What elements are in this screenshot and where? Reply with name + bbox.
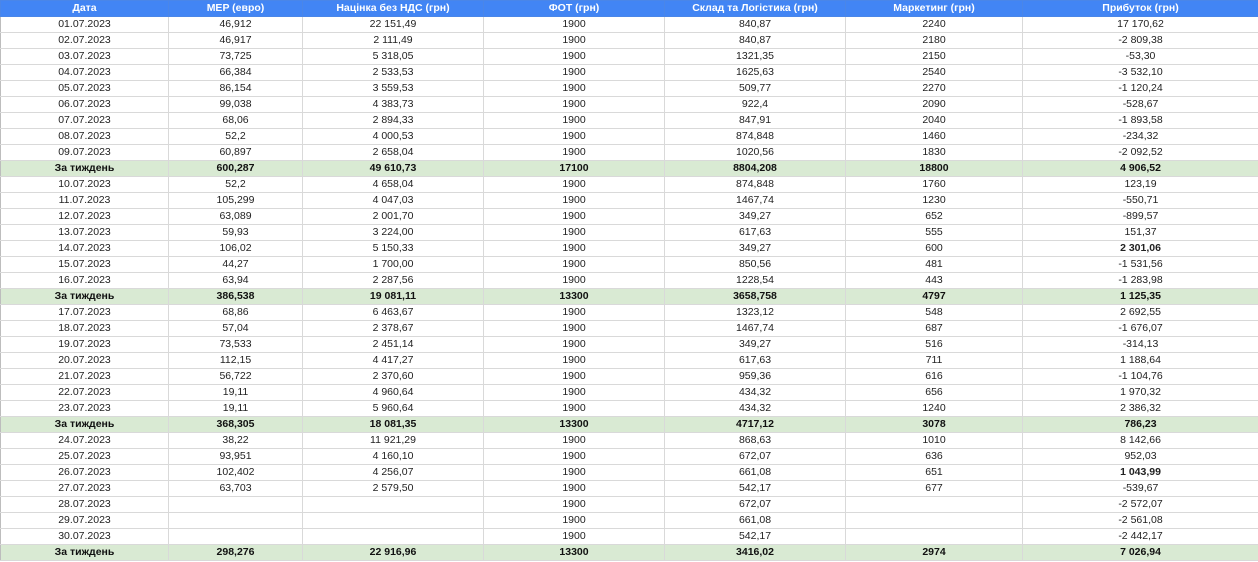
warehouse-logistics-cell[interactable]: 1228,54 — [665, 273, 846, 289]
date-cell[interactable]: 04.07.2023 — [1, 65, 169, 81]
profit-cell[interactable]: 952,03 — [1023, 449, 1258, 465]
weekly-total-row — [1, 545, 1258, 561]
warehouse-logistics-cell[interactable]: 1020,56 — [665, 145, 846, 161]
marketing-cell[interactable]: 2240 — [846, 17, 1023, 33]
column-header-date[interactable]: Дата — [1, 1, 169, 17]
profit-cell[interactable]: -2 561,08 — [1023, 513, 1258, 529]
payroll-cell[interactable]: 1900 — [484, 113, 665, 129]
markup-cell[interactable]: 6 463,67 — [303, 305, 484, 321]
date-cell[interactable]: 13.07.2023 — [1, 225, 169, 241]
table-row — [1, 17, 1258, 33]
profit-cell[interactable]: -1 676,07 — [1023, 321, 1258, 337]
mep-cell[interactable]: 368,305 — [169, 417, 303, 433]
markup-cell[interactable]: 4 383,73 — [303, 97, 484, 113]
column-header-payroll[interactable]: ФОТ (грн) — [484, 1, 665, 17]
payroll-cell[interactable]: 1900 — [484, 529, 665, 545]
date-cell[interactable]: 02.07.2023 — [1, 33, 169, 49]
date-cell[interactable]: 16.07.2023 — [1, 273, 169, 289]
date-cell[interactable]: 17.07.2023 — [1, 305, 169, 321]
mep-cell[interactable]: 56,722 — [169, 369, 303, 385]
mep-cell[interactable] — [169, 513, 303, 529]
table-row — [1, 513, 1258, 529]
profit-cell[interactable]: 123,19 — [1023, 177, 1258, 193]
table-row — [1, 385, 1258, 401]
table-row — [1, 145, 1258, 161]
mep-cell[interactable]: 73,533 — [169, 337, 303, 353]
payroll-cell[interactable]: 17100 — [484, 161, 665, 177]
marketing-cell[interactable]: 516 — [846, 337, 1023, 353]
payroll-cell[interactable]: 13300 — [484, 417, 665, 433]
marketing-cell[interactable]: 687 — [846, 321, 1023, 337]
date-cell[interactable]: 21.07.2023 — [1, 369, 169, 385]
warehouse-logistics-cell[interactable]: 847,91 — [665, 113, 846, 129]
marketing-cell[interactable]: 2150 — [846, 49, 1023, 65]
mep-cell[interactable]: 106,02 — [169, 241, 303, 257]
warehouse-logistics-cell[interactable]: 349,27 — [665, 337, 846, 353]
markup-cell[interactable]: 2 111,49 — [303, 33, 484, 49]
warehouse-logistics-cell[interactable]: 617,63 — [665, 353, 846, 369]
table-row — [1, 481, 1258, 497]
marketing-cell[interactable]: 2270 — [846, 81, 1023, 97]
warehouse-logistics-cell[interactable]: 959,36 — [665, 369, 846, 385]
payroll-cell[interactable]: 1900 — [484, 145, 665, 161]
marketing-cell[interactable]: 2180 — [846, 33, 1023, 49]
profit-cell[interactable]: -899,57 — [1023, 209, 1258, 225]
warehouse-logistics-cell[interactable]: 4717,12 — [665, 417, 846, 433]
payroll-cell[interactable]: 1900 — [484, 321, 665, 337]
warehouse-logistics-cell[interactable]: 874,848 — [665, 177, 846, 193]
mep-cell[interactable]: 105,299 — [169, 193, 303, 209]
date-cell[interactable]: 15.07.2023 — [1, 257, 169, 273]
markup-cell[interactable]: 2 451,14 — [303, 337, 484, 353]
mep-cell[interactable]: 68,86 — [169, 305, 303, 321]
warehouse-logistics-cell[interactable]: 1625,63 — [665, 65, 846, 81]
date-cell[interactable]: 28.07.2023 — [1, 497, 169, 513]
marketing-cell[interactable]: 616 — [846, 369, 1023, 385]
table-row — [1, 529, 1258, 545]
markup-cell[interactable]: 11 921,29 — [303, 433, 484, 449]
date-cell[interactable]: 07.07.2023 — [1, 113, 169, 129]
payroll-cell[interactable]: 1900 — [484, 225, 665, 241]
markup-cell[interactable]: 4 960,64 — [303, 385, 484, 401]
mep-cell[interactable]: 298,276 — [169, 545, 303, 561]
marketing-cell[interactable]: 656 — [846, 385, 1023, 401]
mep-cell[interactable]: 600,287 — [169, 161, 303, 177]
mep-cell[interactable]: 386,538 — [169, 289, 303, 305]
payroll-cell[interactable]: 1900 — [484, 513, 665, 529]
warehouse-logistics-cell[interactable]: 349,27 — [665, 209, 846, 225]
table-row — [1, 257, 1258, 273]
profit-cell[interactable]: -1 893,58 — [1023, 113, 1258, 129]
header-row — [1, 1, 1258, 17]
markup-cell[interactable]: 22 151,49 — [303, 17, 484, 33]
mep-cell[interactable]: 52,2 — [169, 129, 303, 145]
profit-cell[interactable]: -1 120,24 — [1023, 81, 1258, 97]
mep-cell[interactable]: 93,951 — [169, 449, 303, 465]
warehouse-logistics-cell[interactable]: 509,77 — [665, 81, 846, 97]
marketing-cell[interactable]: 4797 — [846, 289, 1023, 305]
mep-cell[interactable]: 112,15 — [169, 353, 303, 369]
markup-cell[interactable]: 2 370,60 — [303, 369, 484, 385]
markup-cell[interactable]: 5 960,64 — [303, 401, 484, 417]
warehouse-logistics-cell[interactable]: 434,32 — [665, 401, 846, 417]
date-cell[interactable]: 29.07.2023 — [1, 513, 169, 529]
payroll-cell[interactable]: 1900 — [484, 369, 665, 385]
mep-cell[interactable]: 52,2 — [169, 177, 303, 193]
payroll-cell[interactable]: 1900 — [484, 193, 665, 209]
mep-cell[interactable]: 44,27 — [169, 257, 303, 273]
marketing-cell[interactable] — [846, 513, 1023, 529]
profit-cell[interactable]: 1 125,35 — [1023, 289, 1258, 305]
warehouse-logistics-cell[interactable]: 874,848 — [665, 129, 846, 145]
profit-cell[interactable]: 1 188,64 — [1023, 353, 1258, 369]
marketing-cell[interactable]: 2090 — [846, 97, 1023, 113]
profit-cell[interactable]: 1 043,99 — [1023, 465, 1258, 481]
marketing-cell[interactable]: 652 — [846, 209, 1023, 225]
warehouse-logistics-cell[interactable]: 922,4 — [665, 97, 846, 113]
date-cell[interactable]: 05.07.2023 — [1, 81, 169, 97]
profit-cell[interactable]: -314,13 — [1023, 337, 1258, 353]
markup-cell[interactable]: 4 658,04 — [303, 177, 484, 193]
table-row — [1, 401, 1258, 417]
mep-cell[interactable]: 60,897 — [169, 145, 303, 161]
markup-cell[interactable]: 4 417,27 — [303, 353, 484, 369]
payroll-cell[interactable]: 1900 — [484, 273, 665, 289]
date-cell[interactable]: 18.07.2023 — [1, 321, 169, 337]
date-cell[interactable]: За тиждень — [1, 161, 169, 177]
payroll-cell[interactable]: 1900 — [484, 97, 665, 113]
mep-cell[interactable]: 19,11 — [169, 401, 303, 417]
payroll-cell[interactable]: 1900 — [484, 49, 665, 65]
profit-cell[interactable]: -539,67 — [1023, 481, 1258, 497]
marketing-cell[interactable] — [846, 529, 1023, 545]
marketing-cell[interactable]: 443 — [846, 273, 1023, 289]
mep-cell[interactable] — [169, 529, 303, 545]
column-header-markup[interactable]: Націнка без НДС (грн) — [303, 1, 484, 17]
profit-cell[interactable]: 151,37 — [1023, 225, 1258, 241]
profit-cell[interactable]: -1 531,56 — [1023, 257, 1258, 273]
warehouse-logistics-cell[interactable]: 434,32 — [665, 385, 846, 401]
warehouse-logistics-cell[interactable]: 3416,02 — [665, 545, 846, 561]
marketing-cell[interactable]: 1230 — [846, 193, 1023, 209]
date-cell[interactable]: 20.07.2023 — [1, 353, 169, 369]
mep-cell[interactable]: 73,725 — [169, 49, 303, 65]
payroll-cell[interactable]: 13300 — [484, 289, 665, 305]
table-header — [1, 1, 1258, 17]
mep-cell[interactable]: 46,912 — [169, 17, 303, 33]
table-row — [1, 113, 1258, 129]
marketing-cell[interactable]: 651 — [846, 465, 1023, 481]
date-cell[interactable]: 27.07.2023 — [1, 481, 169, 497]
table-row — [1, 33, 1258, 49]
date-cell[interactable]: 19.07.2023 — [1, 337, 169, 353]
profit-cell[interactable]: -550,71 — [1023, 193, 1258, 209]
markup-cell[interactable]: 4 047,03 — [303, 193, 484, 209]
profit-cell[interactable]: 786,23 — [1023, 417, 1258, 433]
profit-cell[interactable]: 4 906,52 — [1023, 161, 1258, 177]
mep-cell[interactable]: 38,22 — [169, 433, 303, 449]
marketing-cell[interactable]: 711 — [846, 353, 1023, 369]
warehouse-logistics-cell[interactable]: 617,63 — [665, 225, 846, 241]
markup-cell[interactable]: 4 256,07 — [303, 465, 484, 481]
payroll-cell[interactable]: 1900 — [484, 401, 665, 417]
markup-cell[interactable]: 1 700,00 — [303, 257, 484, 273]
markup-cell[interactable]: 2 287,56 — [303, 273, 484, 289]
profit-cell[interactable]: 8 142,66 — [1023, 433, 1258, 449]
payroll-cell[interactable]: 1900 — [484, 129, 665, 145]
profit-cell[interactable]: 2 692,55 — [1023, 305, 1258, 321]
table-row — [1, 353, 1258, 369]
column-header-profit[interactable]: Прибуток (грн) — [1023, 1, 1258, 17]
table-row — [1, 209, 1258, 225]
warehouse-logistics-cell[interactable]: 542,17 — [665, 481, 846, 497]
payroll-cell[interactable]: 1900 — [484, 465, 665, 481]
date-cell[interactable]: 26.07.2023 — [1, 465, 169, 481]
warehouse-logistics-cell[interactable]: 840,87 — [665, 17, 846, 33]
mep-cell[interactable]: 99,038 — [169, 97, 303, 113]
warehouse-logistics-cell[interactable]: 8804,208 — [665, 161, 846, 177]
markup-cell[interactable]: 18 081,35 — [303, 417, 484, 433]
date-cell[interactable]: 24.07.2023 — [1, 433, 169, 449]
table-row — [1, 129, 1258, 145]
markup-cell[interactable] — [303, 497, 484, 513]
warehouse-logistics-cell[interactable]: 840,87 — [665, 33, 846, 49]
date-cell[interactable]: За тиждень — [1, 289, 169, 305]
payroll-cell[interactable]: 1900 — [484, 17, 665, 33]
warehouse-logistics-cell[interactable]: 672,07 — [665, 449, 846, 465]
marketing-cell[interactable]: 677 — [846, 481, 1023, 497]
profit-cell[interactable]: -53,30 — [1023, 49, 1258, 65]
mep-cell[interactable]: 46,917 — [169, 33, 303, 49]
date-cell[interactable]: 22.07.2023 — [1, 385, 169, 401]
markup-cell[interactable]: 3 559,53 — [303, 81, 484, 97]
mep-cell[interactable]: 86,154 — [169, 81, 303, 97]
payroll-cell[interactable]: 1900 — [484, 33, 665, 49]
marketing-cell[interactable]: 481 — [846, 257, 1023, 273]
marketing-cell[interactable]: 2040 — [846, 113, 1023, 129]
date-cell[interactable]: 08.07.2023 — [1, 129, 169, 145]
markup-cell[interactable] — [303, 513, 484, 529]
markup-cell[interactable]: 3 224,00 — [303, 225, 484, 241]
profit-cell[interactable]: -234,32 — [1023, 129, 1258, 145]
weekly-total-row — [1, 161, 1258, 177]
payroll-cell[interactable]: 1900 — [484, 433, 665, 449]
mep-cell[interactable]: 59,93 — [169, 225, 303, 241]
markup-cell[interactable]: 2 658,04 — [303, 145, 484, 161]
profit-cell[interactable]: -528,67 — [1023, 97, 1258, 113]
mep-cell[interactable]: 63,94 — [169, 273, 303, 289]
date-cell[interactable]: 09.07.2023 — [1, 145, 169, 161]
mep-cell[interactable]: 57,04 — [169, 321, 303, 337]
column-header-mep[interactable]: MEP (евро) — [169, 1, 303, 17]
marketing-cell[interactable]: 2974 — [846, 545, 1023, 561]
profit-cell[interactable]: -2 572,07 — [1023, 497, 1258, 513]
warehouse-logistics-cell[interactable]: 1467,74 — [665, 321, 846, 337]
table-row — [1, 369, 1258, 385]
table-row — [1, 497, 1258, 513]
date-cell[interactable]: 10.07.2023 — [1, 177, 169, 193]
table-row — [1, 177, 1258, 193]
date-cell[interactable]: 03.07.2023 — [1, 49, 169, 65]
table-row — [1, 465, 1258, 481]
payroll-cell[interactable]: 1900 — [484, 241, 665, 257]
mep-cell[interactable]: 19,11 — [169, 385, 303, 401]
table-row — [1, 193, 1258, 209]
marketing-cell[interactable] — [846, 497, 1023, 513]
date-cell[interactable]: 25.07.2023 — [1, 449, 169, 465]
profit-cell[interactable]: -3 532,10 — [1023, 65, 1258, 81]
warehouse-logistics-cell[interactable]: 672,07 — [665, 497, 846, 513]
markup-cell[interactable]: 2 001,70 — [303, 209, 484, 225]
mep-cell[interactable]: 63,089 — [169, 209, 303, 225]
payroll-cell[interactable]: 1900 — [484, 449, 665, 465]
table-row — [1, 305, 1258, 321]
warehouse-logistics-cell[interactable]: 1323,12 — [665, 305, 846, 321]
markup-cell[interactable]: 4 160,10 — [303, 449, 484, 465]
weekly-total-row — [1, 417, 1258, 433]
marketing-cell[interactable]: 3078 — [846, 417, 1023, 433]
table-row — [1, 449, 1258, 465]
profit-cell[interactable]: 1 970,32 — [1023, 385, 1258, 401]
mep-cell[interactable]: 102,402 — [169, 465, 303, 481]
markup-cell[interactable]: 5 318,05 — [303, 49, 484, 65]
markup-cell[interactable]: 5 150,33 — [303, 241, 484, 257]
markup-cell[interactable]: 49 610,73 — [303, 161, 484, 177]
markup-cell[interactable]: 2 533,53 — [303, 65, 484, 81]
weekly-total-row — [1, 289, 1258, 305]
markup-cell[interactable]: 2 579,50 — [303, 481, 484, 497]
markup-cell[interactable]: 4 000,53 — [303, 129, 484, 145]
date-cell[interactable]: 01.07.2023 — [1, 17, 169, 33]
warehouse-logistics-cell[interactable]: 868,63 — [665, 433, 846, 449]
table-row — [1, 273, 1258, 289]
profit-cell[interactable]: 17 170,62 — [1023, 17, 1258, 33]
markup-cell[interactable]: 2 894,33 — [303, 113, 484, 129]
payroll-cell[interactable]: 1900 — [484, 353, 665, 369]
payroll-cell[interactable]: 1900 — [484, 81, 665, 97]
table-row — [1, 241, 1258, 257]
warehouse-logistics-cell[interactable]: 3658,758 — [665, 289, 846, 305]
warehouse-logistics-cell[interactable]: 850,56 — [665, 257, 846, 273]
warehouse-logistics-cell[interactable]: 661,08 — [665, 465, 846, 481]
mep-cell[interactable]: 68,06 — [169, 113, 303, 129]
marketing-cell[interactable]: 1460 — [846, 129, 1023, 145]
warehouse-logistics-cell[interactable]: 542,17 — [665, 529, 846, 545]
marketing-cell[interactable]: 600 — [846, 241, 1023, 257]
warehouse-logistics-cell[interactable]: 1321,35 — [665, 49, 846, 65]
marketing-cell[interactable]: 636 — [846, 449, 1023, 465]
payroll-cell[interactable]: 1900 — [484, 257, 665, 273]
table-row — [1, 321, 1258, 337]
table-row — [1, 49, 1258, 65]
table-row — [1, 225, 1258, 241]
date-cell[interactable]: 30.07.2023 — [1, 529, 169, 545]
warehouse-logistics-cell[interactable]: 349,27 — [665, 241, 846, 257]
table-row — [1, 81, 1258, 97]
marketing-cell[interactable]: 555 — [846, 225, 1023, 241]
profit-cell[interactable]: -2 809,38 — [1023, 33, 1258, 49]
warehouse-logistics-cell[interactable]: 661,08 — [665, 513, 846, 529]
marketing-cell[interactable]: 1010 — [846, 433, 1023, 449]
markup-cell[interactable]: 22 916,96 — [303, 545, 484, 561]
markup-cell[interactable]: 19 081,11 — [303, 289, 484, 305]
payroll-cell[interactable]: 1900 — [484, 177, 665, 193]
table-row — [1, 97, 1258, 113]
marketing-cell[interactable]: 548 — [846, 305, 1023, 321]
marketing-cell[interactable]: 18800 — [846, 161, 1023, 177]
table-row — [1, 337, 1258, 353]
profit-cell[interactable]: -1 283,98 — [1023, 273, 1258, 289]
warehouse-logistics-cell[interactable]: 1467,74 — [665, 193, 846, 209]
date-cell[interactable]: 14.07.2023 — [1, 241, 169, 257]
table-body — [1, 17, 1258, 561]
payroll-cell[interactable]: 1900 — [484, 305, 665, 321]
column-header-warehouse-logistics[interactable]: Склад та Логістика (грн) — [665, 1, 846, 17]
profit-cell[interactable]: 2 301,06 — [1023, 241, 1258, 257]
marketing-cell[interactable]: 2540 — [846, 65, 1023, 81]
payroll-cell[interactable]: 1900 — [484, 385, 665, 401]
date-cell[interactable]: 11.07.2023 — [1, 193, 169, 209]
profit-cell[interactable]: 7 026,94 — [1023, 545, 1258, 561]
marketing-cell[interactable]: 1760 — [846, 177, 1023, 193]
mep-cell[interactable] — [169, 497, 303, 513]
payroll-cell[interactable]: 1900 — [484, 65, 665, 81]
date-cell[interactable]: За тиждень — [1, 417, 169, 433]
table-row — [1, 65, 1258, 81]
markup-cell[interactable] — [303, 529, 484, 545]
payroll-cell[interactable]: 1900 — [484, 209, 665, 225]
profit-cell[interactable]: -2 092,52 — [1023, 145, 1258, 161]
date-cell[interactable]: За тиждень — [1, 545, 169, 561]
column-header-marketing[interactable]: Маркетинг (грн) — [846, 1, 1023, 17]
mep-cell[interactable]: 66,384 — [169, 65, 303, 81]
payroll-cell[interactable]: 13300 — [484, 545, 665, 561]
date-cell[interactable]: 12.07.2023 — [1, 209, 169, 225]
marketing-cell[interactable]: 1830 — [846, 145, 1023, 161]
date-cell[interactable]: 23.07.2023 — [1, 401, 169, 417]
date-cell[interactable]: 06.07.2023 — [1, 97, 169, 113]
profit-cell[interactable]: -1 104,76 — [1023, 369, 1258, 385]
payroll-cell[interactable]: 1900 — [484, 481, 665, 497]
table-row — [1, 433, 1258, 449]
mep-cell[interactable]: 63,703 — [169, 481, 303, 497]
payroll-cell[interactable]: 1900 — [484, 337, 665, 353]
markup-cell[interactable]: 2 378,67 — [303, 321, 484, 337]
profit-cell[interactable]: 2 386,32 — [1023, 401, 1258, 417]
payroll-cell[interactable]: 1900 — [484, 497, 665, 513]
marketing-cell[interactable]: 1240 — [846, 401, 1023, 417]
profit-cell[interactable]: -2 442,17 — [1023, 529, 1258, 545]
